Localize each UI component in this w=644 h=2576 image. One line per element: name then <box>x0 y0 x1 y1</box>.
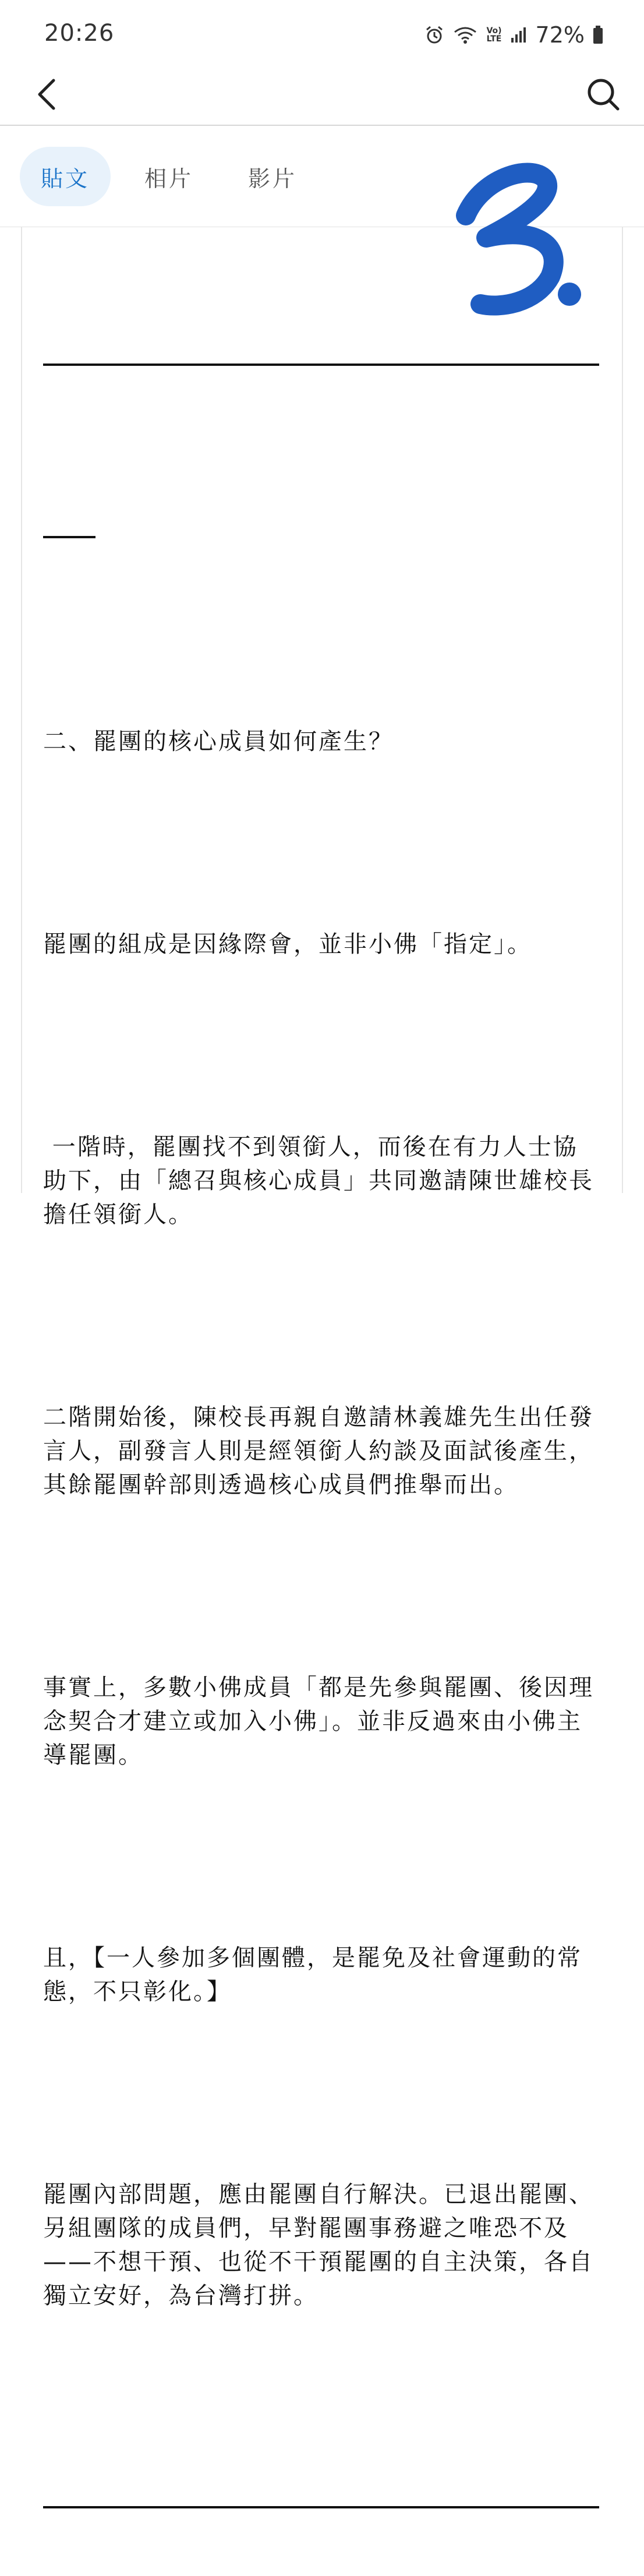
battery-percent: 72% <box>535 22 585 48</box>
status-time: 20:26 <box>44 20 115 47</box>
post-content <box>21 227 623 2309</box>
paragraph: 且，【一人參加多個團體，是罷免及社會運動的常態，不只彰化。】 <box>43 1945 582 2005</box>
volte-indicator <box>486 27 501 43</box>
battery-icon <box>593 26 603 44</box>
divider-line <box>43 364 599 366</box>
alarm-icon <box>424 25 444 45</box>
wifi-icon <box>452 25 478 45</box>
tab-bar <box>0 127 644 227</box>
status-icons <box>424 21 603 49</box>
paragraph: 罷團內部問題，應由罷團自行解決。已退出罷團、另組團隊的成員們，早對罷團事務避之唯恐不及——不想干預、也從不干預罷團的自主決策，各自獨立安好，為台灣打拼。 <box>43 2181 594 2309</box>
paragraph: 罷團的組成是因緣際會，並非小佛「指定」。 <box>43 931 532 958</box>
tab-videos[interactable]: 影片 <box>247 165 297 192</box>
tab-posts[interactable]: 貼文 <box>20 147 111 206</box>
signal-icon <box>510 26 528 44</box>
volte-line2: LTE <box>486 34 502 44</box>
post-body <box>43 227 602 2576</box>
paragraph: 一階時，罷團找不到領銜人，而後在有力人士協助下，由「總召與核心成員」共同邀請陳世雄校長擔任領銜人。 <box>43 1134 594 1228</box>
search-icon <box>586 77 621 114</box>
paragraph: 事實上，多數小佛成員「都是先參與罷團、後因理念契合才建立或加入小佛」。並非反過來由小佛主導罷團。 <box>43 1674 594 1769</box>
divider-line-end <box>43 536 95 538</box>
app-bar <box>0 64 644 126</box>
volte-line1: Vo) <box>486 26 502 36</box>
paragraph: 二階開始後，陳校長再親自邀請林義雄先生出任發言人，副發言人則是經領銜人約談及面試後產生，其餘罷團幹部則透過核心成員們推舉而出。 <box>43 1404 594 1498</box>
divider-line-bottom <box>43 2506 599 2508</box>
section-heading: 二、罷團的核心成員如何產生？ <box>43 728 394 755</box>
back-arrow-icon <box>35 77 58 114</box>
status-bar <box>0 0 644 64</box>
back-button[interactable] <box>23 72 70 119</box>
search-button[interactable] <box>580 72 627 119</box>
tab-photos[interactable]: 相片 <box>144 165 193 192</box>
